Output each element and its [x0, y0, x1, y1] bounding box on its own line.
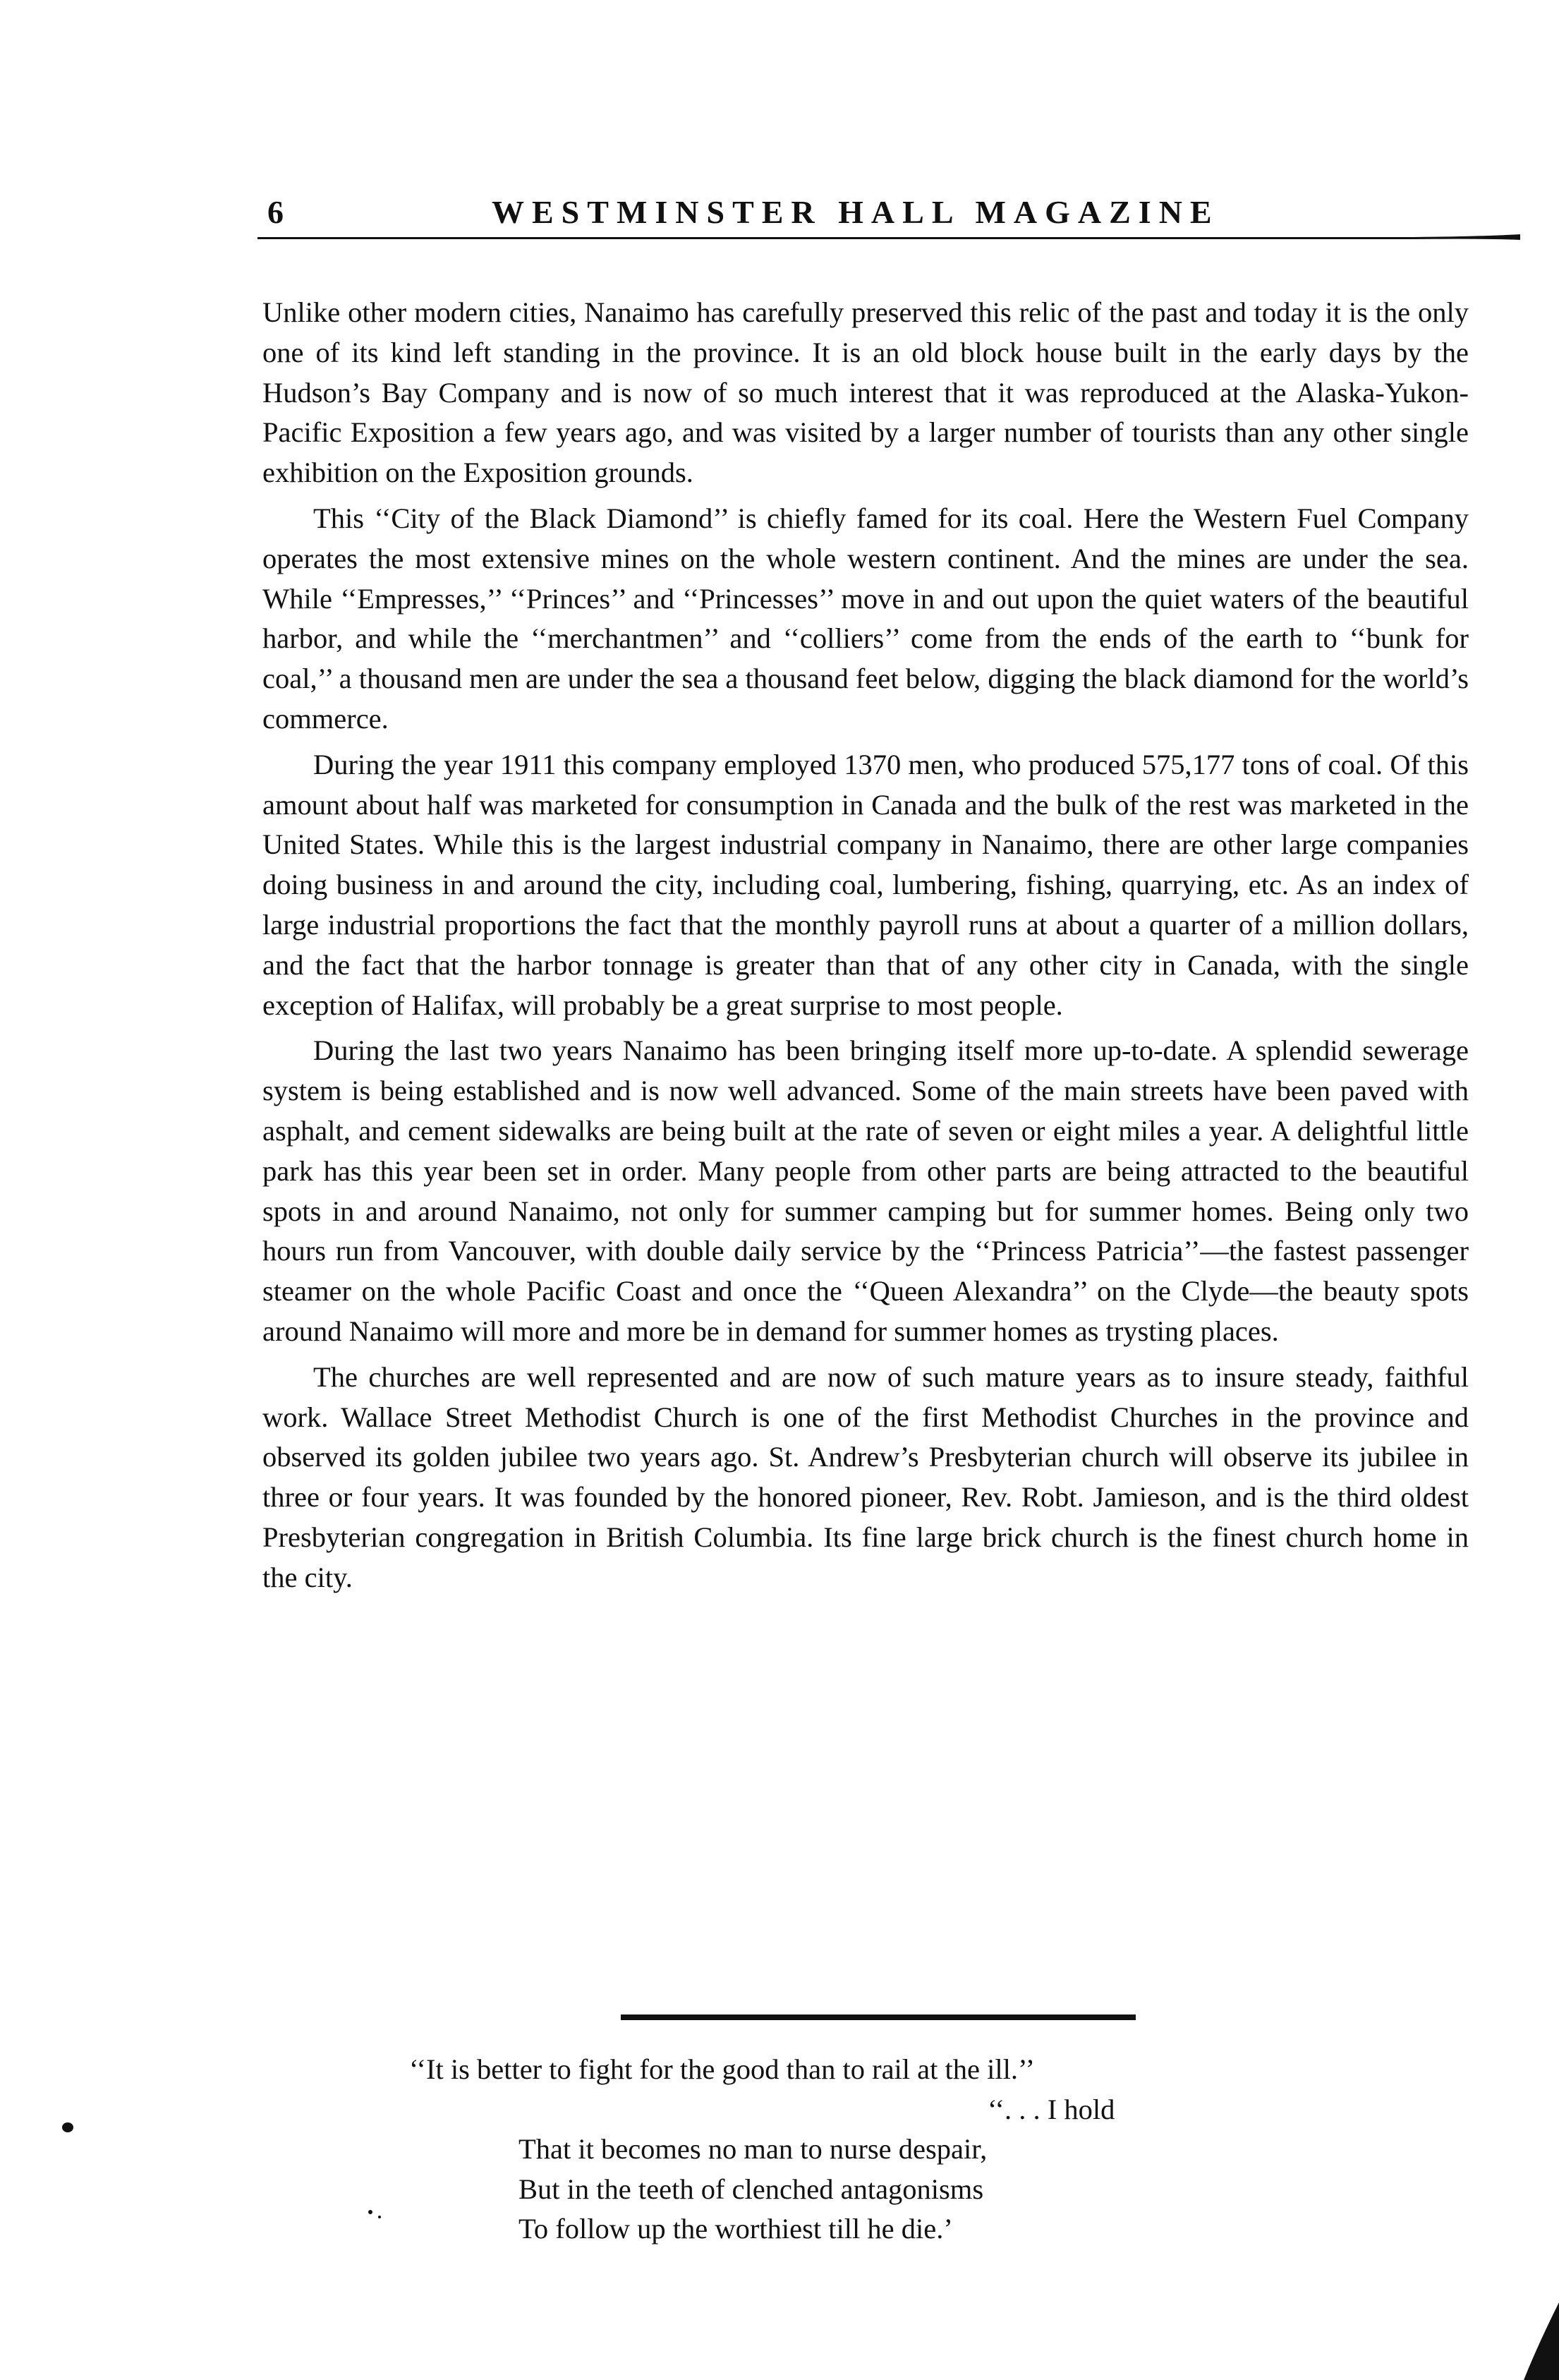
quote-line: But in the teeth of clenched antagonisms — [518, 2173, 984, 2205]
ink-speck — [378, 2216, 381, 2218]
section-divider — [621, 2014, 1136, 2020]
header-rule — [257, 234, 1520, 240]
page-header — [257, 191, 1520, 240]
running-head: WESTMINSTER HALL MAGAZINE — [492, 194, 1220, 230]
ink-speck — [62, 2122, 73, 2132]
quote-line: ‘‘. . . I hold — [988, 2093, 1115, 2125]
paragraph-city-improvements: During the last two years Nanaimo has been bringing itself more up-to-date. A splendid sewerage system is being established and is now well advanced. Some of the main streets have been paved with asphalt, and cement sidewalks are being built at the rate of seven or eight miles a year. A delightful little park has this year been set in order. Many people from other parts are being attracted to the beautiful spots in and around Nanaimo, not only for summer camping but for summer homes. Being only two hours run from Vancouver, with double daily service by the ‘‘Princess Patricia’’—the fastest passenger steamer on the whole Pacific Coast and once the ‘‘Queen Alexandra’’ on the Clyde—the beauty spots around Nanaimo will more and more be in demand for summer homes as trysting places. — [262, 1034, 1469, 1347]
paragraph-block-house: Unlike other modern cities, Nanaimo has carefully preserved this relic of the past and today it is the only one of its kind left standing in the province. It is an old block house built in the early days by the Hudson’s Bay Company and is now of so much interest that it was reproduced at the Alaska-Yukon-Pacific Exposition a few years ago, and was visited by a larger number of tourists than any other single exhibition on the Exposition grounds. — [262, 296, 1469, 489]
quote-line: ‘‘It is better to fight for the good than to rail at the ill.’’ — [409, 2053, 1035, 2085]
paragraph-black-diamond: This ‘‘City of the Black Diamond’’ is chiefly famed for its coal. Here the Western Fuel Company operates the most extensive mines on the whole western continent. And the mines are under the sea. While ‘‘Empresses,’’ ‘‘Princes’’ and ‘‘Princesses’’ move in and out upon the quiet waters of the beautiful harbor, and while the ‘‘merchantmen’’ and ‘‘colliers’’ come from the ends of the earth to ‘‘bunk for coal,’’ a thousand men are under the sea a thousand feet below, digging the black diamond for the world’s commerce. — [262, 502, 1469, 735]
page-number: 6 — [267, 194, 284, 230]
page-corner-mark — [1517, 2302, 1559, 2380]
closing-quote — [409, 2050, 1397, 2249]
quote-line: That it becomes no man to nurse despair, — [518, 2133, 988, 2165]
ink-speck — [368, 2210, 372, 2214]
paragraph-churches: The churches are well represented and are now of such mature years as to insure steady, faithful work. Wallace Street Methodist Church is one of the first Methodist Churches in the province and observed its golden jubilee two years ago. St. Andrew’s Presbyterian church will observe its jubilee in three or four years. It was founded by the honored pioneer, Rev. Robt. Jamieson, and is the third oldest Presbyterian congregation in British Columbia. Its fine large brick church is the finest church home in the city. — [262, 1360, 1469, 1593]
paragraph-coal-production: During the year 1911 this company employed 1370 men, who produced 575,177 tons of coal. Of this amount about half was marketed for consumption in Canada and the bulk of the rest was marketed in the United States. While this is the largest industrial company in Nanaimo, there are other large companies doing business in and around the city, including coal, lumbering, fishing, quarrying, etc. As an index of large industrial proportions the fact that the monthly payroll runs at about a quarter of a million dollars, and the fact that the harbor tonnage is greater than that of any other city in Canada, with the single exception of Halifax, will probably be a great surprise to most people. — [262, 748, 1469, 1021]
quote-line: To follow up the worthiest till he die.’ — [518, 2213, 953, 2245]
article-body — [262, 293, 1469, 1604]
